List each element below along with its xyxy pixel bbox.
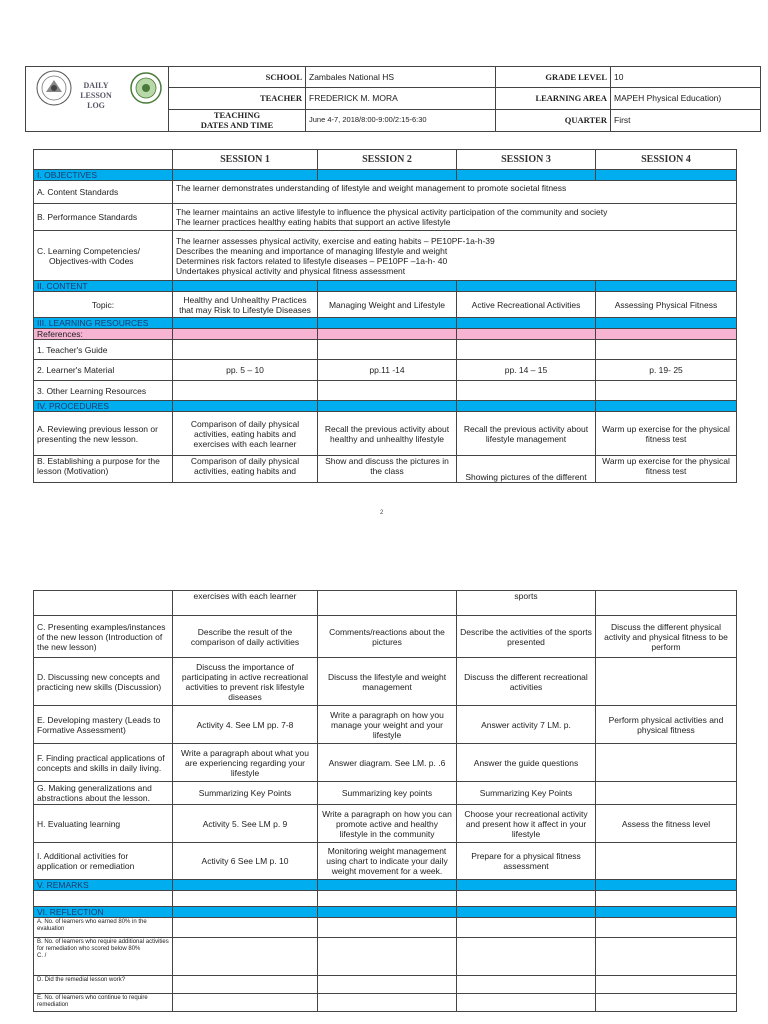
procedure-row-g bbox=[34, 782, 737, 805]
procedure-row-b bbox=[34, 456, 737, 483]
reflection-b-text: B. No. of learners who require additional activities for remediation who scored below 80% bbox=[37, 939, 169, 952]
performance-standards-label: B. Performance Standards bbox=[34, 204, 173, 231]
continuation-session-3: sports bbox=[457, 591, 596, 616]
reflection-e-label: E. No. of learners who continue to require remediation bbox=[34, 994, 173, 1012]
deped-seal-icon bbox=[36, 70, 72, 106]
content-standards-label: A. Content Standards bbox=[34, 181, 173, 204]
procedure-row-h bbox=[34, 805, 737, 843]
reflection-a-label: A. No. of learners who earned 80% in the evaluation bbox=[34, 918, 173, 938]
procedure-i-session-1: Activity 6 See LM p. 10 bbox=[173, 843, 318, 880]
topic-label: Topic: bbox=[34, 292, 173, 318]
procedure-e-session-4: Perform physical activities and physical fitness bbox=[596, 706, 737, 744]
page-number: 2 bbox=[380, 510, 384, 516]
procedure-b-session-4: Warm up exercise for the physical fitness test bbox=[596, 456, 737, 483]
procedure-e-session-2: Write a paragraph on how you manage your weight and your lifestyle bbox=[318, 706, 457, 744]
procedure-d-session-2: Discuss the lifestyle and weight management bbox=[318, 658, 457, 706]
procedure-c-session-4: Discuss the different physical activity and physical fitness to be perform bbox=[596, 616, 737, 658]
procedure-f-session-2: Answer diagram. See LM. p. .6 bbox=[318, 744, 457, 782]
grade-label: GRADE LEVEL bbox=[496, 67, 611, 88]
topic-session-4: Assessing Physical Fitness bbox=[596, 292, 737, 318]
header-table bbox=[25, 66, 761, 132]
procedure-c-session-1: Describe the result of the comparison of daily activities bbox=[173, 616, 318, 658]
lm-pages-session-4: p. 19- 25 bbox=[596, 360, 737, 381]
procedure-c-session-2: Comments/reactions about the pictures bbox=[318, 616, 457, 658]
reflection-row-a bbox=[34, 918, 737, 938]
session-3-header: SESSION 3 bbox=[457, 150, 596, 170]
school-value: Zambales National HS bbox=[306, 67, 496, 88]
procedure-g-session-4 bbox=[596, 782, 737, 805]
procedure-f-label: F. Finding practical applications of concepts and skills in daily living. bbox=[34, 744, 173, 782]
section-content: II. CONTENT bbox=[34, 281, 173, 292]
procedure-b-session-2: Show and discuss the pictures in the class bbox=[318, 456, 457, 483]
reflection-row-d bbox=[34, 976, 737, 994]
dates-label-line-1: TEACHING bbox=[213, 110, 261, 121]
quarter-value: First bbox=[611, 109, 761, 131]
procedure-a-session-2: Recall the previous activity about healthy and unhealthy lifestyle bbox=[318, 412, 457, 456]
competencies-label-line-2: Objectives-with Codes bbox=[49, 255, 134, 266]
procedure-row-e bbox=[34, 706, 737, 744]
section-remarks: V. REMARKS bbox=[34, 880, 173, 891]
school-label: SCHOOL bbox=[169, 67, 306, 88]
section-learning-resources: III. LEARNING RESOURCES bbox=[34, 318, 173, 329]
quarter-label: QUARTER bbox=[496, 109, 611, 131]
lm-pages-session-2: pp.11 -14 bbox=[318, 360, 457, 381]
lm-pages-session-3: pp. 14 – 15 bbox=[457, 360, 596, 381]
logo-cell bbox=[26, 67, 169, 132]
procedure-b-session-1: Comparison of daily physical activities, eating habits and bbox=[173, 456, 318, 483]
section-objectives: I. OBJECTIVES bbox=[34, 170, 173, 181]
procedure-d-session-3: Discuss the different recreational activities bbox=[457, 658, 596, 706]
competencies-label bbox=[34, 231, 173, 281]
procedure-i-session-4 bbox=[596, 843, 737, 880]
procedure-c-label: C. Presenting examples/instances of the new lesson (Introduction of the new lesson) bbox=[34, 616, 173, 658]
topic-session-2: Managing Weight and Lifestyle bbox=[318, 292, 457, 318]
dates-label-line-2: DATES AND TIME bbox=[200, 120, 274, 131]
continuation-row bbox=[34, 591, 737, 616]
procedure-g-session-3: Summarizing Key Points bbox=[457, 782, 596, 805]
procedure-e-label: E. Developing mastery (Leads to Formative Assessment) bbox=[34, 706, 173, 744]
procedure-d-label: D. Discussing new concepts and practicing new skills (Discussion) bbox=[34, 658, 173, 706]
grade-value: 10 bbox=[611, 67, 761, 88]
competency-3: Determines risk factors related to lifestyle diseases – PE10PF –1a-h- 40 bbox=[176, 255, 448, 266]
procedure-h-label: H. Evaluating learning bbox=[34, 805, 173, 843]
procedure-h-session-3: Choose your recreational activity and present how it affect in your lifestyle bbox=[457, 805, 596, 843]
procedure-d-session-4 bbox=[596, 658, 737, 706]
procedure-d-session-1: Discuss the importance of participating in active recreational activities to prevent risk lifestyle diseases bbox=[173, 658, 318, 706]
competency-2: Describes the meaning and importance of managing lifestyle and weight bbox=[176, 245, 448, 256]
remarks-row bbox=[34, 891, 737, 907]
section-procedures: IV. PROCEDURES bbox=[34, 401, 173, 412]
area-label: LEARNING AREA bbox=[496, 88, 611, 109]
session-1-header: SESSION 1 bbox=[173, 150, 318, 170]
performance-standards-value bbox=[173, 204, 737, 231]
learners-material-label: 2. Learner's Material bbox=[34, 360, 173, 381]
procedure-g-session-1: Summarizing Key Points bbox=[173, 782, 318, 805]
procedure-f-session-4 bbox=[596, 744, 737, 782]
logo-text-daily: DAILY bbox=[83, 81, 109, 90]
procedure-e-session-1: Activity 4. See LM pp. 7-8 bbox=[173, 706, 318, 744]
procedure-i-label: I. Additional activities for application or remediation bbox=[34, 843, 173, 880]
competency-1: The learner assesses physical activity, exercise and eating habits – PE10PF-1a-h-39 bbox=[176, 235, 495, 246]
procedure-a-session-4: Warm up exercise for the physical fitness test bbox=[596, 412, 737, 456]
reflection-row-e bbox=[34, 994, 737, 1012]
procedure-row-f bbox=[34, 744, 737, 782]
procedure-b-label: B. Establishing a purpose for the lesson (Motivation) bbox=[34, 456, 173, 483]
procedure-a-session-1: Comparison of daily physical activities, eating habits and exercises with each learner bbox=[173, 412, 318, 456]
procedure-a-label: A. Reviewing previous lesson or presenting the new lesson. bbox=[34, 412, 173, 456]
dates-label bbox=[169, 109, 306, 131]
lm-pages-session-1: pp. 5 – 10 bbox=[173, 360, 318, 381]
procedure-row-d bbox=[34, 658, 737, 706]
content-standards-value: The learner demonstrates understanding of lifestyle and weight management to promote societal fitness bbox=[173, 181, 737, 204]
competency-4: Undertakes physical activity and physical fitness assessment bbox=[176, 265, 406, 276]
procedure-f-session-3: Answer the guide questions bbox=[457, 744, 596, 782]
procedure-i-session-3: Prepare for a physical fitness assessment bbox=[457, 843, 596, 880]
school-seal-icon bbox=[130, 72, 162, 104]
competencies-label-line-1: C. Learning Competencies/ bbox=[37, 245, 141, 256]
continuation-session-4 bbox=[596, 591, 737, 616]
procedure-row-c bbox=[34, 616, 737, 658]
performance-standard-2: The learner practices healthy eating habits that support an active lifestyle bbox=[176, 217, 451, 227]
logo-text-lesson: LESSON bbox=[80, 91, 112, 100]
procedure-b-session-3: Showing pictures of the different bbox=[457, 456, 596, 483]
topic-session-1: Healthy and Unhealthy Practices that may Risk to Lifestyle Diseases bbox=[173, 292, 318, 318]
procedure-g-label: G. Making generalizations and abstractions about the lesson. bbox=[34, 782, 173, 805]
procedure-f-session-1: Write a paragraph about what you are experiencing regarding your lifestyle bbox=[173, 744, 318, 782]
competencies-value bbox=[173, 231, 737, 281]
teacher-label: TEACHER bbox=[169, 88, 306, 109]
performance-standard-1: The learner maintains an active lifestyle to influence the physical activity participation of the community and society bbox=[176, 207, 608, 217]
reflection-b-label bbox=[34, 938, 173, 976]
section-reflection: VI. REFLECTION bbox=[34, 907, 173, 918]
procedure-c-session-3: Describe the activities of the sports presented bbox=[457, 616, 596, 658]
lesson-table-page-1 bbox=[33, 149, 737, 483]
procedure-h-session-1: Activity 5. See LM p. 9 bbox=[173, 805, 318, 843]
procedure-a-session-3: Recall the previous activity about lifestyle management bbox=[457, 412, 596, 456]
topic-session-3: Active Recreational Activities bbox=[457, 292, 596, 318]
procedure-h-session-2: Write a paragraph on how you can promote active and healthy lifestyle in the community bbox=[318, 805, 457, 843]
reflection-row-b bbox=[34, 938, 737, 976]
reflection-d-label: D. Did the remedial lesson work? bbox=[34, 976, 173, 994]
continuation-session-2 bbox=[318, 591, 457, 616]
other-resources-label: 3. Other Learning Resources bbox=[34, 381, 173, 401]
area-value: MAPEH Physical Education) bbox=[611, 88, 761, 109]
logo-text-log: LOG bbox=[87, 101, 105, 110]
procedure-h-session-4: Assess the fitness level bbox=[596, 805, 737, 843]
procedure-row-a bbox=[34, 412, 737, 456]
continuation-session-1: exercises with each learner bbox=[173, 591, 318, 616]
teachers-guide-label: 1. Teacher's Guide bbox=[34, 340, 173, 360]
procedure-row-i bbox=[34, 843, 737, 880]
reflection-c-text: C. / bbox=[37, 953, 47, 959]
session-4-header: SESSION 4 bbox=[596, 150, 737, 170]
session-2-header: SESSION 2 bbox=[318, 150, 457, 170]
procedure-i-session-2: Monitoring weight management using chart to indicate your daily weight movement for a week. bbox=[318, 843, 457, 880]
teacher-value: FREDERICK M. MORA bbox=[306, 88, 496, 109]
procedure-e-session-3: Answer activity 7 LM. p. bbox=[457, 706, 596, 744]
references-label: References: bbox=[34, 329, 173, 340]
procedure-g-session-2: Summarizing key points bbox=[318, 782, 457, 805]
lesson-table-page-2 bbox=[33, 590, 737, 1012]
dates-value: June 4-7, 2018/8:00-9:00/2:15-6:30 bbox=[306, 109, 496, 131]
